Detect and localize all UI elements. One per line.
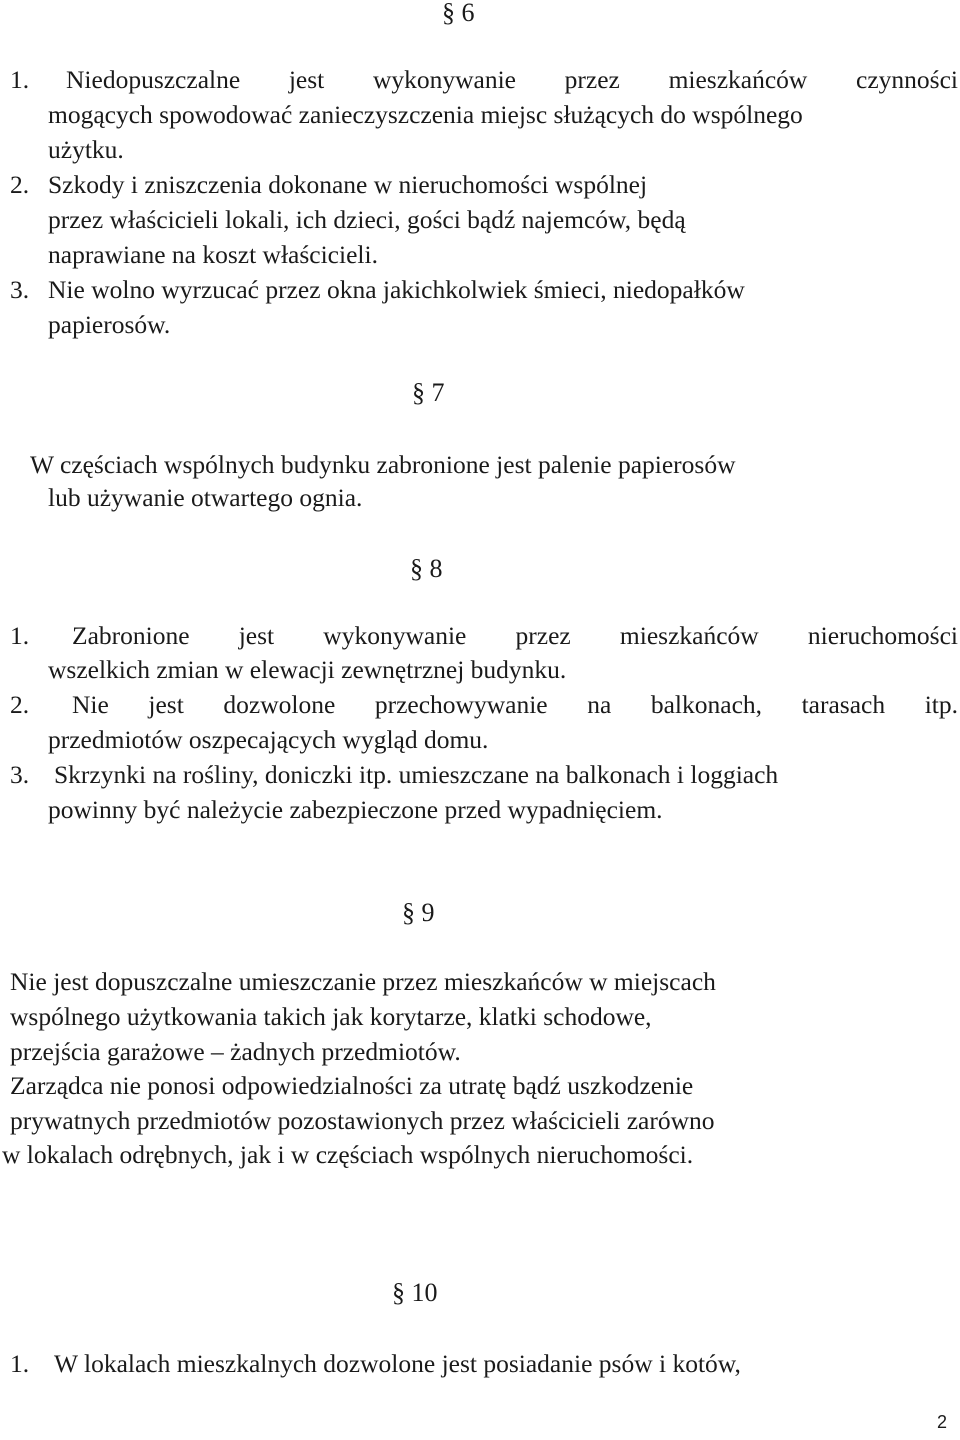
section-heading-8: § 8 [410, 554, 443, 583]
list-item-number: 2. [10, 690, 30, 719]
list-item-number: 1. [10, 621, 30, 650]
paragraph-line: powinny być należycie zabezpieczone przed wypadnięciem. [48, 795, 663, 824]
list-item-number: 1. [10, 1349, 30, 1378]
paragraph-line: mogących spowodować zanieczyszczenia miejsc służących do wspólnego [48, 100, 803, 129]
paragraph-line: Nie jest dopuszczalne umieszczanie przez mieszkańców w miejscach [10, 967, 716, 996]
paragraph-line: W lokalach mieszkalnych dozwolone jest posiadanie psów i kotów, [54, 1349, 741, 1378]
paragraph-line: Niedopuszczalne jest wykonywanie przez mieszkańców czynności [66, 65, 958, 94]
paragraph-line: wszelkich zmian w elewacji zewnętrznej budynku. [48, 655, 567, 684]
page-number: 2 [937, 1412, 948, 1432]
paragraph-line: wspólnego użytkowania takich jak korytarze, klatki schodowe, [10, 1002, 652, 1031]
paragraph-line: w lokalach odrębnych, jak i w częściach wspólnych nieruchomości. [2, 1140, 694, 1169]
paragraph-line: Zarządca nie ponosi odpowiedzialności za utratę bądź uszkodzenie [10, 1071, 694, 1100]
list-item-number: 1. [10, 65, 30, 94]
section-heading-10: § 10 [392, 1278, 438, 1307]
paragraph-line: lub używanie otwartego ognia. [48, 483, 363, 512]
section-heading-9: § 9 [402, 898, 435, 927]
paragraph-line: przejścia garażowe – żadnych przedmiotów. [10, 1037, 461, 1066]
list-item-number: 3. [10, 275, 30, 304]
section-heading-7: § 7 [412, 378, 445, 407]
paragraph-line: naprawiane na koszt właścicieli. [48, 240, 378, 269]
list-item-number: 3. [10, 760, 30, 789]
paragraph-line: W częściach wspólnych budynku zabronione jest palenie papierosów [30, 450, 736, 479]
paragraph-line: prywatnych przedmiotów pozostawionych przez właścicieli zarówno [10, 1106, 715, 1135]
paragraph-line: przez właścicieli lokali, ich dzieci, gości bądź najemców, będą [48, 205, 686, 234]
section-heading-6: § 6 [442, 0, 475, 27]
paragraph-line: Szkody i zniszczenia dokonane w nieruchomości wspólnej [48, 170, 648, 199]
paragraph-line: papierosów. [48, 310, 171, 339]
paragraph-line: użytku. [48, 135, 124, 164]
paragraph-line: Skrzynki na rośliny, doniczki itp. umieszczane na balkonach i loggiach [54, 760, 779, 789]
paragraph-line: przedmiotów oszpecających wygląd domu. [48, 725, 489, 754]
paragraph-line: Nie jest dozwolone przechowywanie na balkonach, tarasach itp. [72, 690, 958, 719]
paragraph-line: Nie wolno wyrzucać przez okna jakichkolwiek śmieci, niedopałków [48, 275, 745, 304]
list-item-number: 2. [10, 170, 30, 199]
paragraph-line: Zabronione jest wykonywanie przez mieszkańców nieruchomości [72, 621, 958, 650]
